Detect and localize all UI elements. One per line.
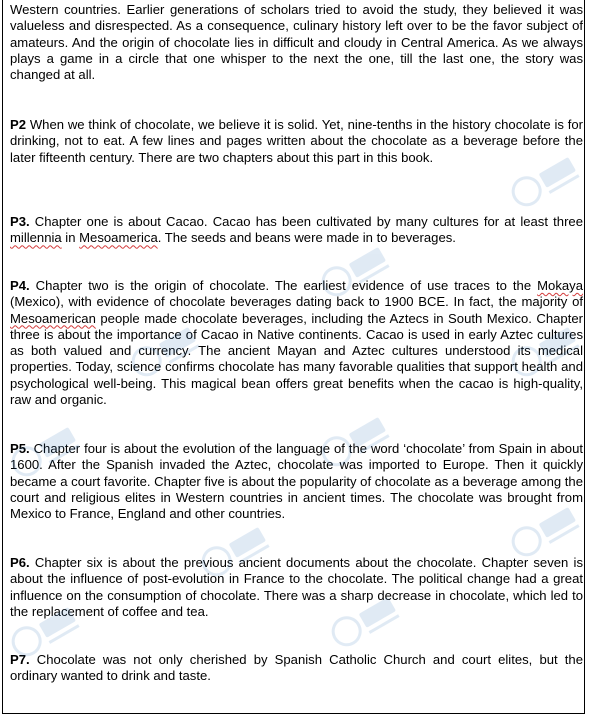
paragraph-2-label: P2: [10, 117, 27, 132]
paragraph-4: [10, 278, 583, 408]
paragraph-3: [10, 214, 583, 247]
spellcheck-word-mokaya: Mokaya: [537, 278, 583, 293]
paragraph-7: [10, 652, 583, 685]
spellcheck-word-mesoamerica: Mesoamerica: [79, 230, 158, 246]
paragraph-5-label: P5.: [10, 441, 30, 456]
spellcheck-word-millennia: millennia: [10, 230, 62, 246]
paragraph-6: [10, 555, 583, 620]
paragraph-5-text: Chapter four is about the evolution of the language of the word ‘chocolate’ from Spain in about 1600. After the Spanish invaded the Aztec, chocolate was imported to Europe. Then it quickly became a court favorite. Chapter five is about the popularity of chocolate as a beverage among the court and religious elites in Western countries in ancient times. The chocolate was brought from Mexico to France, England and other countries.: [10, 441, 583, 522]
paragraph-3-text-a: Chapter one is about Cacao. Cacao has been cultivated by many cultures for at least three: [29, 214, 583, 229]
paragraph-2-text: When we think of chocolate, we believe it is solid. Yet, nine-tenths in the history chocolate is for drinking, not to eat. A few lines and pages written about the chocolate as a beverage before the later fifteenth century. There are two chapters about this part in this book.: [10, 117, 583, 165]
paragraph-4-text-b: (Mexico), with evidence of chocolate beverages dating back to 1900 BCE. In fact, the majority of: [10, 294, 583, 310]
paragraph-2: [10, 117, 583, 166]
spellcheck-word-mesoamerican: Mesoamerican: [10, 310, 96, 326]
paragraph-4-text-a: Chapter two is the origin of chocolate. The earliest evidence of use traces to the: [29, 278, 538, 293]
paragraph-6-label: P6.: [10, 555, 30, 570]
paragraph-4-label: P4.: [10, 278, 30, 293]
document-frame: [2, 0, 585, 714]
paragraph-7-text: Chocolate was not only cherished by Spanish Catholic Church and court elites, but the ordinary wanted to drink and taste.: [10, 652, 583, 684]
paragraph-3-text-b: in: [61, 230, 80, 246]
paragraph-4-text-c: people made chocolate beverages, including the Aztecs in South Mexico. Chapter three is about the importance of Cacao in Native continents. Cacao is used in early Aztec cultures as both valued and currency. The ancient Mayan and Aztec cultures understood its medical properties. Today, science confirms chocolate has many favorable qualities that support health and psychological well-being. This magical bean offers great benefits when the cacao is high-quality, raw and organic.: [10, 310, 583, 408]
paragraph-6-text: Chapter six is about the previous ancient documents about the chocolate. Chapter seven is about the influence of post-evolution in France to the chocolate. The political change had a great influence on the consumption of chocolate. There was a sharp decrease in chocolate, which led to the replacement of coffee and tea.: [10, 555, 583, 619]
paragraph-7-label: P7.: [10, 652, 30, 667]
paragraph-1-text: Western countries. Earlier generations of scholars tried to avoid the study, they believed it was valueless and disrespected. As a consequence, culinary history left over to be the favor subject of amateurs. And the origin of chocolate lies in difficult and cloudy in Central America. As we always plays a game in a circle that one whisper to the next the one, till the last one, the story was changed at all.: [10, 2, 583, 83]
paragraph-5: [10, 441, 583, 522]
paragraph-1: [10, 2, 583, 83]
paragraph-3-text-c: . The seeds and beans were made in to beverages.: [157, 230, 456, 246]
paragraph-3-label: P3.: [10, 214, 30, 229]
